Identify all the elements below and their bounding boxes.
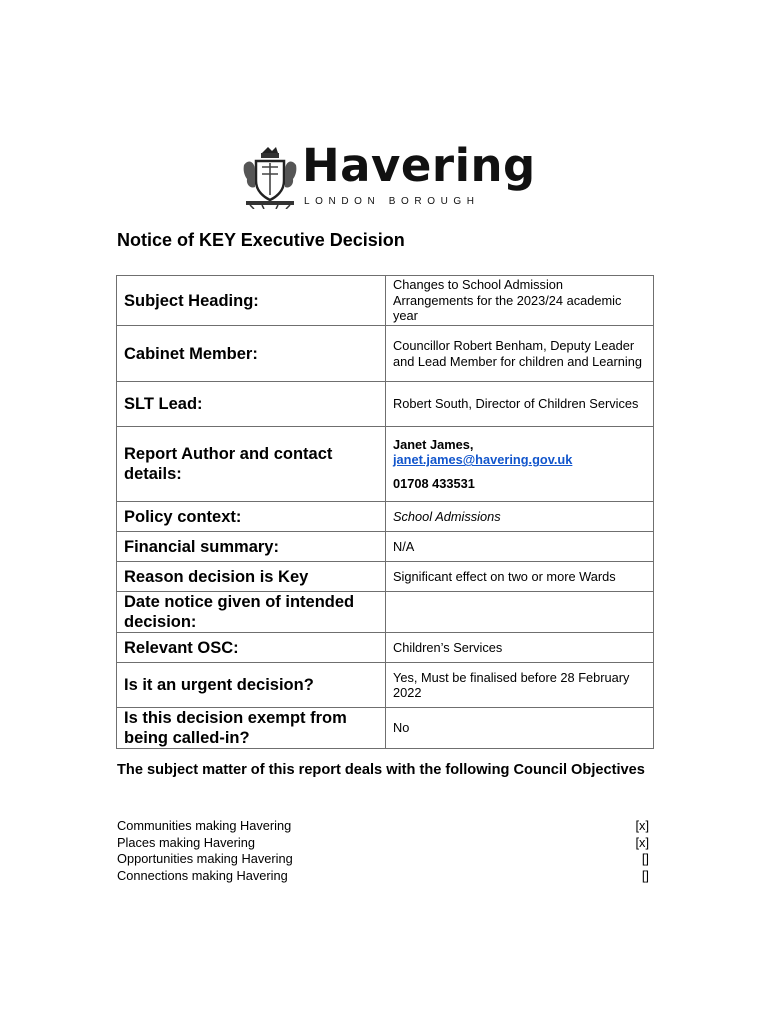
objective-name: Connections making Havering bbox=[117, 867, 288, 883]
list-item bbox=[117, 851, 649, 868]
author-contact-cell bbox=[386, 427, 654, 502]
list-item bbox=[117, 835, 649, 852]
author-phone: 01708 433531 bbox=[393, 475, 475, 491]
row-value: Councillor Robert Benham, Deputy Leader and Lead Member for children and Learning bbox=[386, 326, 654, 382]
list-item bbox=[117, 868, 649, 885]
objectives-list bbox=[117, 818, 649, 884]
author-email-link[interactable]: janet.james@havering.gov.uk bbox=[393, 452, 573, 468]
row-label: Is it an urgent decision? bbox=[117, 663, 386, 708]
author-name: Janet James, bbox=[393, 436, 474, 452]
table-row bbox=[117, 592, 654, 633]
borough-crest-icon bbox=[242, 147, 298, 209]
row-label: Reason decision is Key bbox=[117, 562, 386, 592]
row-label: Cabinet Member: bbox=[117, 326, 386, 382]
row-value: Children’s Services bbox=[386, 633, 654, 663]
row-label: Is this decision exempt from being called-in? bbox=[117, 708, 386, 749]
table-row bbox=[117, 502, 654, 532]
objective-mark: [] bbox=[641, 851, 649, 866]
objective-mark: [x] bbox=[635, 818, 649, 833]
row-value: Significant effect on two or more Wards bbox=[386, 562, 654, 592]
row-label: Financial summary: bbox=[117, 532, 386, 562]
row-value: Yes, Must be finalised before 28 February 2022 bbox=[386, 663, 654, 708]
row-value: No bbox=[386, 708, 654, 749]
table-row bbox=[117, 427, 654, 502]
row-value: Robert South, Director of Children Services bbox=[386, 382, 654, 427]
row-label: Relevant OSC: bbox=[117, 633, 386, 663]
row-value: Changes to School Admission Arrangements for the 2023/24 academic year bbox=[386, 276, 654, 326]
table-row bbox=[117, 633, 654, 663]
table-row bbox=[117, 532, 654, 562]
row-value: N/A bbox=[386, 532, 654, 562]
row-label: Subject Heading: bbox=[117, 276, 386, 326]
table-row bbox=[117, 382, 654, 427]
table-row bbox=[117, 663, 654, 708]
author-spacer bbox=[393, 468, 646, 476]
page-title: Notice of KEY Executive Decision bbox=[117, 230, 405, 250]
objective-name: Communities making Havering bbox=[117, 818, 292, 833]
table-row bbox=[117, 276, 654, 326]
list-item bbox=[117, 818, 649, 835]
objective-name: Places making Havering bbox=[117, 834, 255, 850]
logo-subtitle: LONDON BOROUGH bbox=[304, 196, 480, 207]
table-row bbox=[117, 708, 654, 749]
row-value: School Admissions bbox=[386, 502, 654, 532]
decision-table bbox=[116, 275, 654, 749]
objective-mark: [x] bbox=[635, 834, 649, 850]
row-label: Date notice given of intended decision: bbox=[117, 592, 386, 633]
objective-mark: [] bbox=[641, 867, 649, 883]
row-label: Report Author and contact details: bbox=[117, 427, 386, 502]
table-row bbox=[117, 562, 654, 592]
objective-name: Opportunities making Havering bbox=[117, 851, 293, 866]
row-label: SLT Lead: bbox=[117, 382, 386, 427]
objectives-heading: The subject matter of this report deals with the following Council Objectives bbox=[117, 762, 645, 778]
row-value bbox=[386, 592, 654, 633]
table-row bbox=[117, 326, 654, 382]
logo-wordmark: Havering bbox=[302, 139, 536, 192]
row-label: Policy context: bbox=[117, 502, 386, 532]
havering-logo bbox=[242, 139, 536, 209]
